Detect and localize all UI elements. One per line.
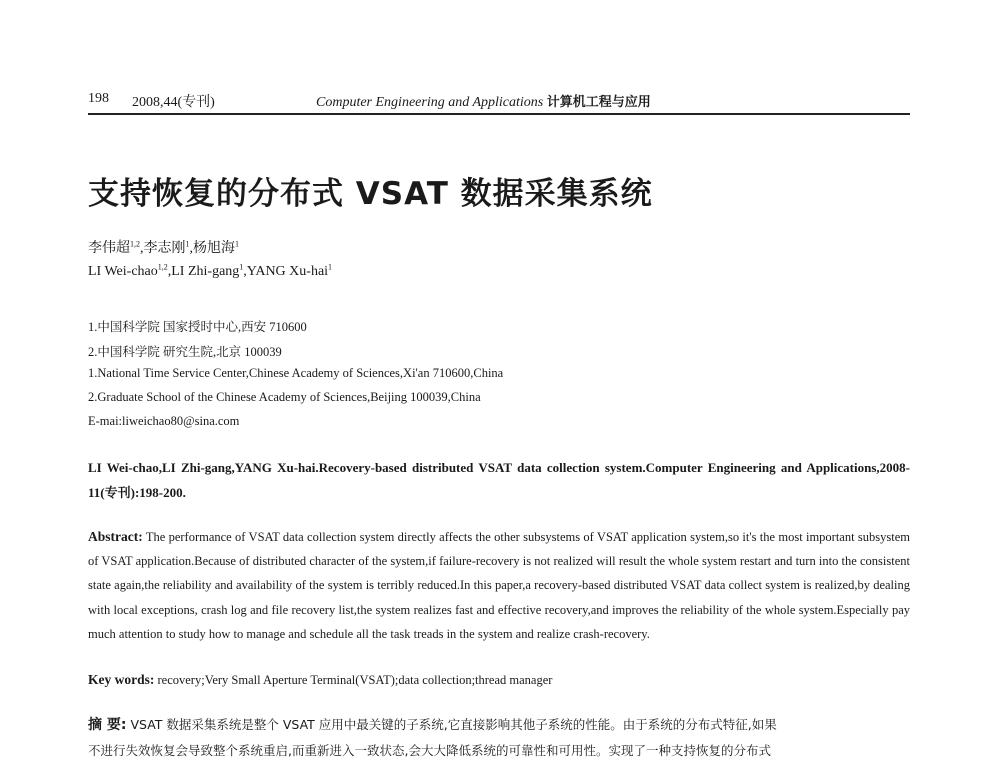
abstract-cn-label: 摘 要: — [88, 717, 127, 733]
affiliation-en-1: 1.National Time Service Center,Chinese Academy of Sciences,Xi'an 710600,China — [88, 366, 504, 380]
author-name: 杨旭海 — [193, 241, 235, 256]
page-number: 198 — [88, 91, 109, 106]
keywords-en — [88, 672, 910, 688]
abstract-label: Abstract: — [88, 529, 143, 544]
author-affiliation-mark: 1 — [185, 239, 190, 249]
abstract-cn-line-2: 不进行失效恢复会导致整个系统重启,而重新进入一致状态,会大大降低系统的可靠性和可用性。实现了一种支持恢复的分布式 — [88, 743, 771, 758]
header-rule — [88, 113, 910, 115]
authors-english: LI Wei-chao$^{1,2}$,LI Zhi-gang$^1$,YANG Xu-hai$^1$ — [88, 262, 333, 279]
author-name: 李志刚 — [143, 241, 186, 256]
running-header — [88, 91, 910, 115]
affiliation-en-2: 2.Graduate School of the Chinese Academy of Sciences,Beijing 100039,China — [88, 390, 481, 404]
paper-title: 支持恢复的分布式 VSAT 数据采集系统 — [88, 176, 653, 212]
keywords-text: recovery;Very Small Aperture Terminal(VSAT);data collection;thread manager — [157, 673, 553, 687]
author-affiliation-mark: 1,2 — [130, 239, 140, 249]
issue-info: 2008,44(专刊) — [132, 95, 215, 110]
keywords-label: Key words: — [88, 672, 155, 687]
journal-name — [316, 91, 651, 111]
citation-block: LI Wei-chao,LI Zhi-gang,YANG Xu-hai.Recovery-based distributed VSAT data collection system.Computer Engineering and Applications,2008-11(专刊):198-200. — [88, 460, 910, 500]
journal-name-cn: 计算机工程与应用 — [546, 95, 651, 110]
abstract-cn-text-1: VSAT 数据采集系统是整个 VSAT 应用中最关键的子系统,它直接影响其他子系统的性能。由于系统的分布式特征,如果 — [130, 717, 777, 732]
author-affiliation-mark: 1 — [328, 262, 333, 272]
author-name: 李伟超 — [88, 241, 130, 256]
author-email: E-mai:liweichao80@sina.com — [88, 414, 240, 428]
abstract-en — [88, 525, 910, 646]
abstract-text: The performance of VSAT data collection system directly affects the other subsystems of VSAT application system,so it's the most important subsystem of VSAT application.Because of distributed character of the system,if failure-recovery is not realized will result the whole system restart and turn into the consistent state again,the reliability and availability of the system is terribly reduced.In this paper,a recovery-based distributed VSAT data collect system is realized,by dealing with local exceptions, crash log and file recovery list,the system realizes fast and effective recovery,and improves the reliability of the whole system.Especially pay much attention to study how to manage and schedule all the task treads in the system and realize crash-recovery. — [88, 530, 910, 641]
author-affiliation-mark: 1 — [235, 239, 239, 249]
abstract-cn-line-1 — [88, 712, 910, 738]
journal-name-en: Computer Engineering and Applications — [316, 95, 544, 110]
author-name: LI Wei-chao — [88, 264, 158, 279]
author-affiliation-mark: 1,2 — [157, 262, 168, 272]
author-affiliation-mark: 1 — [239, 262, 244, 272]
author-name: LI Zhi-gang — [171, 264, 240, 279]
authors-chinese: 李伟超$^{1,2}$,李志刚$^1$,杨旭海$^1$ — [88, 239, 239, 256]
affiliation-cn-2: 2.中国科学院 研究生院,北京 100039 — [88, 345, 282, 359]
abstract-cn — [88, 712, 910, 764]
affiliation-cn-1: 1.中国科学院 国家授时中心,西安 710600 — [88, 320, 307, 334]
author-name: YANG Xu-hai — [246, 264, 329, 279]
